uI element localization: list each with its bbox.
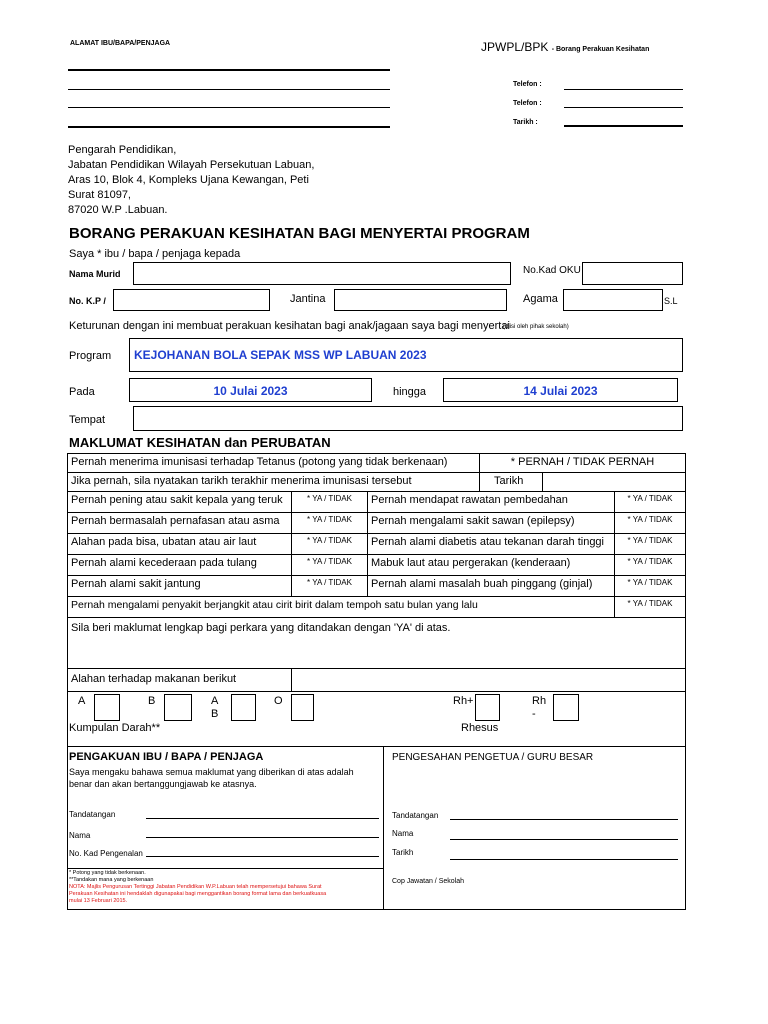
blood-ab-char: A <box>211 695 219 707</box>
health-question: Pernah alami diabetis atau tekanan darah tinggi <box>367 533 615 555</box>
yes-no-choice[interactable]: * YA / TIDAK <box>614 596 686 618</box>
principal-date-label: Tarikh <box>392 848 414 857</box>
sl-fragment: S.L <box>664 296 678 306</box>
immunisation-date-question: Jika pernah, sila nyatakan tarikh terakhir menerima imunisasi tersebut <box>67 472 480 492</box>
form-caption: - Borang Perakuan Kesihatan <box>551 46 650 53</box>
parent-sign-field[interactable] <box>146 818 379 819</box>
details-prompt: Sila beri maklumat lengkap bagi perkara yang ditandakan dengan 'YA' di atas. <box>71 622 451 634</box>
health-heading: MAKLUMAT KESIHATAN dan PERUBATAN <box>69 435 331 450</box>
infectious-question: Pernah mengalami penyakit berjangkit atau cirit birit dalam tempoh satu bulan yang lalu <box>67 596 615 618</box>
to-date-value: 14 Julai 2023 <box>523 384 598 398</box>
form-code <box>481 40 649 54</box>
footnote-line: Perakuan Kesihatan ini hendaklah digunapakai bagi menggantikan borang format lama dan berkuatkuasa <box>69 891 327 897</box>
immunisation-date-input[interactable] <box>542 472 686 492</box>
health-question: Pernah alami masalah buah pinggang (ginjal) <box>367 575 615 597</box>
from-label: Pada <box>69 386 95 398</box>
address-line-3[interactable] <box>68 107 390 108</box>
health-question: Pernah pening atau sakit kepala yang teruk <box>67 491 292 513</box>
tetanus-choice[interactable]: * PERNAH / TIDAK PERNAH <box>479 453 686 473</box>
parent-statement-line: Saya mengaku bahawa semua maklumat yang diberikan di atas adalah <box>69 767 354 777</box>
blood-ab-label <box>211 695 218 721</box>
blood-o-label: O <box>274 695 283 707</box>
gender-label: Jantina <box>290 293 326 305</box>
yes-no-choice[interactable]: * YA / TIDAK <box>614 575 686 597</box>
recipient-line: Aras 10, Blok 4, Kompleks Ujana Kewangan, Peti <box>68 174 309 186</box>
footnote-divider <box>67 868 384 869</box>
blood-a-label: A <box>78 695 86 707</box>
religion-input[interactable] <box>563 289 663 311</box>
rh-negative-label <box>532 695 546 721</box>
yes-no-choice[interactable]: * YA / TIDAK <box>614 491 686 513</box>
kp-input[interactable] <box>113 289 270 311</box>
rh-negative-char: Rh <box>532 695 547 707</box>
recipient-line: 87020 W.P .Labuan. <box>68 204 168 216</box>
religion-label: Agama <box>523 293 558 305</box>
principal-heading: PENGESAHAN PENGETUA / GURU BESAR <box>392 752 594 763</box>
phone-field-2[interactable] <box>564 107 683 108</box>
from-date-value: 10 Julai 2023 <box>213 384 288 398</box>
consent-small-note: (diisi oleh pihak sekolah) <box>503 324 569 330</box>
recipient-line: Pengarah Pendidikan, <box>68 144 177 156</box>
from-date-input[interactable] <box>129 378 372 402</box>
principal-verification-box <box>383 746 686 910</box>
program-label: Program <box>69 350 112 362</box>
health-question: Pernah alami sakit jantung <box>67 575 292 597</box>
recipient-line: Jabatan Pendidikan Wilayah Persekutuan Labuan, <box>68 159 315 171</box>
consent-text: Keturunan dengan ini membuat perakuan kesihatan bagi anak/jagaan saya bagi menyertai <box>69 320 510 332</box>
yes-no-choice[interactable]: * YA / TIDAK <box>614 512 686 534</box>
yes-no-choice[interactable]: * YA / TIDAK <box>291 554 368 576</box>
details-box[interactable] <box>67 617 686 669</box>
form-title: BORANG PERAKUAN KESIHATAN BAGI MENYERTAI PROGRAM <box>69 225 530 242</box>
rhesus-label: Rhesus <box>461 722 499 734</box>
blood-ab-checkbox[interactable] <box>231 694 256 721</box>
recipient-line: Surat 81097, <box>68 189 131 201</box>
health-question: Pernah alami kecederaan pada tulang <box>67 554 292 576</box>
principal-name-label: Nama <box>392 829 414 838</box>
stamp-label: Cop Jawatan / Sekolah <box>392 878 464 885</box>
footnotes <box>69 870 326 905</box>
principal-name-field[interactable] <box>450 839 678 840</box>
immunisation-date-label: Tarikh <box>479 472 543 492</box>
footnote-line: * Potong yang tidak berkenaan. <box>69 870 146 876</box>
footnote-line: mulai 13 Februari 2015. <box>69 898 128 904</box>
yes-no-choice[interactable]: * YA / TIDAK <box>291 575 368 597</box>
intro-text: Saya * ibu / bapa / penjaga kepada <box>69 248 241 260</box>
health-question: Mabuk laut atau pergerakan (kenderaan) <box>367 554 615 576</box>
parent-name-field[interactable] <box>146 837 379 838</box>
rh-positive-checkbox[interactable] <box>475 694 500 721</box>
health-question: Pernah mengalami sakit sawan (epilepsy) <box>367 512 615 534</box>
blood-o-checkbox[interactable] <box>291 694 314 721</box>
to-date-input[interactable] <box>443 378 678 402</box>
principal-sign-label: Tandatangan <box>392 811 439 820</box>
food-allergy-label: Alahan terhadap makanan berikut <box>67 668 292 692</box>
program-input[interactable] <box>129 338 683 372</box>
oku-input[interactable] <box>582 262 683 285</box>
yes-no-choice[interactable]: * YA / TIDAK <box>291 512 368 534</box>
parent-statement <box>69 766 354 790</box>
parent-name-label: Nama <box>69 831 91 840</box>
footnote-line: NOTA: Majlis Pengurusan Tertinggi Jabatan Pendidikan W.P.Labuan telah mempersetujui bahawa Surat <box>69 884 322 890</box>
health-question: Pernah mendapat rawatan pembedahan <box>367 491 615 513</box>
health-question: Alahan pada bisa, ubatan atau air laut <box>67 533 292 555</box>
health-question: Pernah bermasalah pernafasan atau asma <box>67 512 292 534</box>
rh-negative-char: - <box>532 708 536 720</box>
oku-label: No.Kad OKU <box>523 265 581 276</box>
rh-negative-checkbox[interactable] <box>553 694 579 721</box>
address-line-2[interactable] <box>68 89 390 90</box>
yes-no-choice[interactable]: * YA / TIDAK <box>291 491 368 513</box>
address-line-4[interactable] <box>68 126 390 128</box>
principal-sign-field[interactable] <box>450 819 678 820</box>
program-value: KEJOHANAN BOLA SEPAK MSS WP LABUAN 2023 <box>134 348 427 362</box>
blood-group-label: Kumpulan Darah** <box>69 722 161 734</box>
student-name-label: Nama Murid <box>69 269 121 279</box>
address-label: ALAMAT IBU/BAPA/PENJAGA <box>70 40 171 47</box>
student-name-input[interactable] <box>133 262 511 285</box>
principal-date-field[interactable] <box>450 859 678 860</box>
rh-positive-label: Rh+ <box>453 695 474 707</box>
recipient-address <box>68 143 314 218</box>
place-label: Tempat <box>69 414 106 426</box>
footnote-line: **Tandakan mana yang berkenaan <box>69 877 154 883</box>
date-field[interactable] <box>564 125 683 127</box>
phone-label-2: Telefon : <box>513 100 542 107</box>
blood-a-checkbox[interactable] <box>94 694 120 721</box>
blood-b-label: B <box>148 695 156 707</box>
blood-ab-char: B <box>211 708 219 720</box>
parent-statement-line: benar dan akan bertanggungjawab ke atasnya. <box>69 779 257 789</box>
gender-input[interactable] <box>334 289 507 311</box>
blood-group-row <box>67 691 686 747</box>
address-line-1[interactable] <box>68 69 390 71</box>
yes-no-choice[interactable]: * YA / TIDAK <box>291 533 368 555</box>
yes-no-choice[interactable]: * YA / TIDAK <box>614 533 686 555</box>
parent-sign-label: Tandatangan <box>69 810 116 819</box>
to-label: hingga <box>393 386 427 398</box>
food-allergy-input[interactable] <box>291 668 686 692</box>
parent-heading: PENGAKUAN IBU / BAPA / PENJAGA <box>69 751 264 763</box>
yes-no-choice[interactable]: * YA / TIDAK <box>614 554 686 576</box>
parent-ic-label: No. Kad Pengenalan <box>69 849 143 858</box>
place-input[interactable] <box>133 406 683 431</box>
form-code-text: JPWPL/BPK <box>481 40 549 54</box>
kp-label: No. K.P / <box>69 296 106 306</box>
phone-field-1[interactable] <box>564 89 683 90</box>
blood-b-checkbox[interactable] <box>164 694 192 721</box>
tetanus-question: Pernah menerima imunisasi terhadap Tetanus (potong yang tidak berkenaan) <box>67 453 480 473</box>
parent-ic-field[interactable] <box>146 856 379 857</box>
date-label: Tarikh : <box>513 119 538 126</box>
phone-label-1: Telefon : <box>513 81 542 88</box>
